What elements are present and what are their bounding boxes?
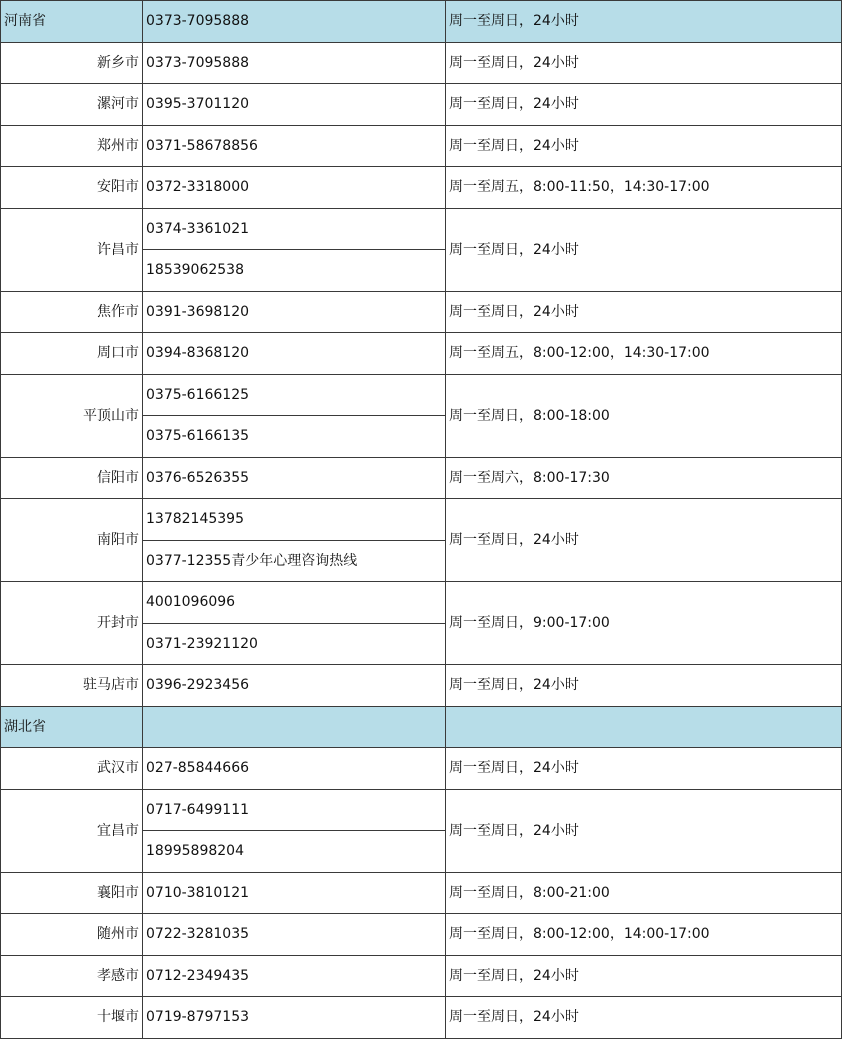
service-hours: 周一至周日，24小时 — [446, 291, 842, 333]
city-name: 南阳市 — [1, 499, 143, 582]
phone-number: 0372-3318000 — [143, 167, 446, 209]
city-name: 漯河市 — [1, 84, 143, 126]
service-hours: 周一至周日，8:00-12:00，14:00-17:00 — [446, 914, 842, 956]
service-hours: 周一至周日，24小时 — [446, 125, 842, 167]
city-row — [1, 789, 842, 831]
phone-number: 0395-3701120 — [143, 84, 446, 126]
city-name: 周口市 — [1, 333, 143, 375]
city-name: 十堰市 — [1, 997, 143, 1039]
city-row — [1, 748, 842, 790]
city-name: 新乡市 — [1, 42, 143, 84]
phone-number: 0710-3810121 — [143, 872, 446, 914]
city-name: 许昌市 — [1, 208, 143, 291]
province-row — [1, 1, 842, 43]
service-hours: 周一至周日，24小时 — [446, 748, 842, 790]
phone-number: 0371-58678856 — [143, 125, 446, 167]
city-name: 信阳市 — [1, 457, 143, 499]
province-hours: 周一至周日，24小时 — [446, 1, 842, 43]
city-name: 郑州市 — [1, 125, 143, 167]
province-name: 湖北省 — [1, 706, 143, 748]
phone-number: 18539062538 — [143, 250, 446, 292]
phone-number: 0719-8797153 — [143, 997, 446, 1039]
city-row — [1, 208, 842, 250]
city-row — [1, 291, 842, 333]
service-hours: 周一至周五，8:00-11:50，14:30-17:00 — [446, 167, 842, 209]
phone-number: 0374-3361021 — [143, 208, 446, 250]
city-name: 孝感市 — [1, 955, 143, 997]
city-name: 随州市 — [1, 914, 143, 956]
city-name: 武汉市 — [1, 748, 143, 790]
city-name: 驻马店市 — [1, 665, 143, 707]
service-hours: 周一至周日，9:00-17:00 — [446, 582, 842, 665]
service-hours: 周一至周日，24小时 — [446, 84, 842, 126]
phone-number: 4001096096 — [143, 582, 446, 624]
service-hours: 周一至周日，24小时 — [446, 789, 842, 872]
phone-number: 027-85844666 — [143, 748, 446, 790]
city-row — [1, 997, 842, 1039]
phone-number: 0391-3698120 — [143, 291, 446, 333]
phone-number: 0373-7095888 — [143, 42, 446, 84]
city-name: 襄阳市 — [1, 872, 143, 914]
phone-number: 0396-2923456 — [143, 665, 446, 707]
service-hours: 周一至周日，24小时 — [446, 955, 842, 997]
table-body — [1, 1, 842, 1039]
service-hours: 周一至周日，8:00-18:00 — [446, 374, 842, 457]
service-hours: 周一至周五，8:00-12:00，14:30-17:00 — [446, 333, 842, 375]
province-hours — [446, 706, 842, 748]
phone-number: 0375-6166125 — [143, 374, 446, 416]
phone-number: 0712-2349435 — [143, 955, 446, 997]
phone-number: 0394-8368120 — [143, 333, 446, 375]
phone-number: 0722-3281035 — [143, 914, 446, 956]
phone-number: 0376-6526355 — [143, 457, 446, 499]
province-row — [1, 706, 842, 748]
service-hours: 周一至周日，8:00-21:00 — [446, 872, 842, 914]
service-hours: 周一至周日，24小时 — [446, 499, 842, 582]
phone-number: 0371-23921120 — [143, 623, 446, 665]
province-phone — [143, 706, 446, 748]
phone-number: 13782145395 — [143, 499, 446, 541]
city-name: 焦作市 — [1, 291, 143, 333]
service-hours: 周一至周六，8:00-17:30 — [446, 457, 842, 499]
city-name: 开封市 — [1, 582, 143, 665]
service-hours: 周一至周日，24小时 — [446, 208, 842, 291]
province-name: 河南省 — [1, 1, 143, 43]
city-row — [1, 374, 842, 416]
city-name: 安阳市 — [1, 167, 143, 209]
phone-number: 0717-6499111 — [143, 789, 446, 831]
city-row — [1, 125, 842, 167]
city-row — [1, 499, 842, 541]
phone-number: 0377-12355青少年心理咨询热线 — [143, 540, 446, 582]
city-row — [1, 167, 842, 209]
city-row — [1, 665, 842, 707]
city-row — [1, 872, 842, 914]
service-hours: 周一至周日，24小时 — [446, 665, 842, 707]
phone-number: 18995898204 — [143, 831, 446, 873]
city-row — [1, 914, 842, 956]
city-row — [1, 42, 842, 84]
city-row — [1, 333, 842, 375]
city-name: 平顶山市 — [1, 374, 143, 457]
city-name: 宜昌市 — [1, 789, 143, 872]
phone-number: 0375-6166135 — [143, 416, 446, 458]
city-row — [1, 582, 842, 624]
province-phone: 0373-7095888 — [143, 1, 446, 43]
city-row — [1, 955, 842, 997]
service-hours: 周一至周日，24小时 — [446, 997, 842, 1039]
service-hours: 周一至周日，24小时 — [446, 42, 842, 84]
city-row — [1, 84, 842, 126]
city-row — [1, 457, 842, 499]
